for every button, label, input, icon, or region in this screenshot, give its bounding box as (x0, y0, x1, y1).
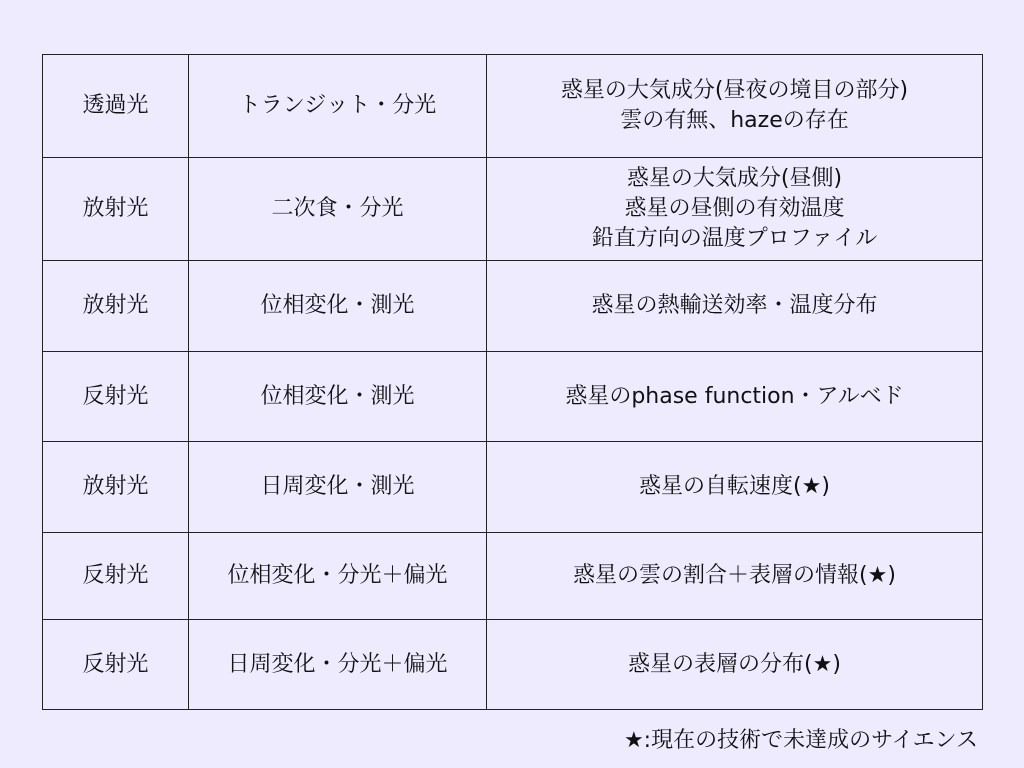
table-row (43, 352, 983, 442)
method-cell: トランジット・分光 (189, 55, 487, 158)
science-cell (487, 261, 983, 352)
science-cell (487, 352, 983, 442)
light-type-cell: 反射光 (43, 620, 189, 710)
science-line: 惑星の雲の割合＋表層の情報(★) (573, 563, 896, 588)
table-row (43, 620, 983, 710)
science-cell (487, 533, 983, 620)
method-cell: 位相変化・測光 (189, 352, 487, 442)
light-type-cell: 透過光 (43, 55, 189, 158)
table-row (43, 55, 983, 158)
method-cell: 位相変化・測光 (189, 261, 487, 352)
science-line: 惑星の昼側の有効温度 (624, 196, 845, 221)
science-cell (487, 158, 983, 261)
science-cell (487, 442, 983, 533)
light-type-cell: 放射光 (43, 442, 189, 533)
table-row (43, 261, 983, 352)
light-type-cell: 反射光 (43, 533, 189, 620)
light-type-cell: 放射光 (43, 261, 189, 352)
footnote: ★:現在の技術で未達成のサイエンス (623, 728, 978, 753)
method-cell: 二次食・分光 (189, 158, 487, 261)
science-line: 惑星の大気成分(昼夜の境目の部分) (560, 78, 909, 103)
table-row (43, 533, 983, 620)
table-row (43, 158, 983, 261)
science-line: 鉛直方向の温度プロファイル (591, 226, 878, 251)
science-cell (487, 620, 983, 710)
science-cell (487, 55, 983, 158)
method-cell: 位相変化・分光＋偏光 (189, 533, 487, 620)
science-line: 惑星のphase function・アルベド (565, 383, 904, 409)
science-line: 雲の有無、hazeの存在 (620, 108, 849, 133)
science-line: 惑星の表層の分布(★) (628, 651, 841, 677)
table-row (43, 442, 983, 533)
light-type-cell: 放射光 (43, 158, 189, 261)
method-cell: 日周変化・分光＋偏光 (189, 620, 487, 710)
science-table (42, 54, 983, 710)
method-cell: 日周変化・測光 (189, 442, 487, 533)
science-line: 惑星の熱輸送効率・温度分布 (591, 293, 878, 318)
light-type-cell: 反射光 (43, 352, 189, 442)
science-line: 惑星の大気成分(昼側) (626, 166, 843, 191)
science-line: 惑星の自転速度(★) (639, 474, 830, 499)
